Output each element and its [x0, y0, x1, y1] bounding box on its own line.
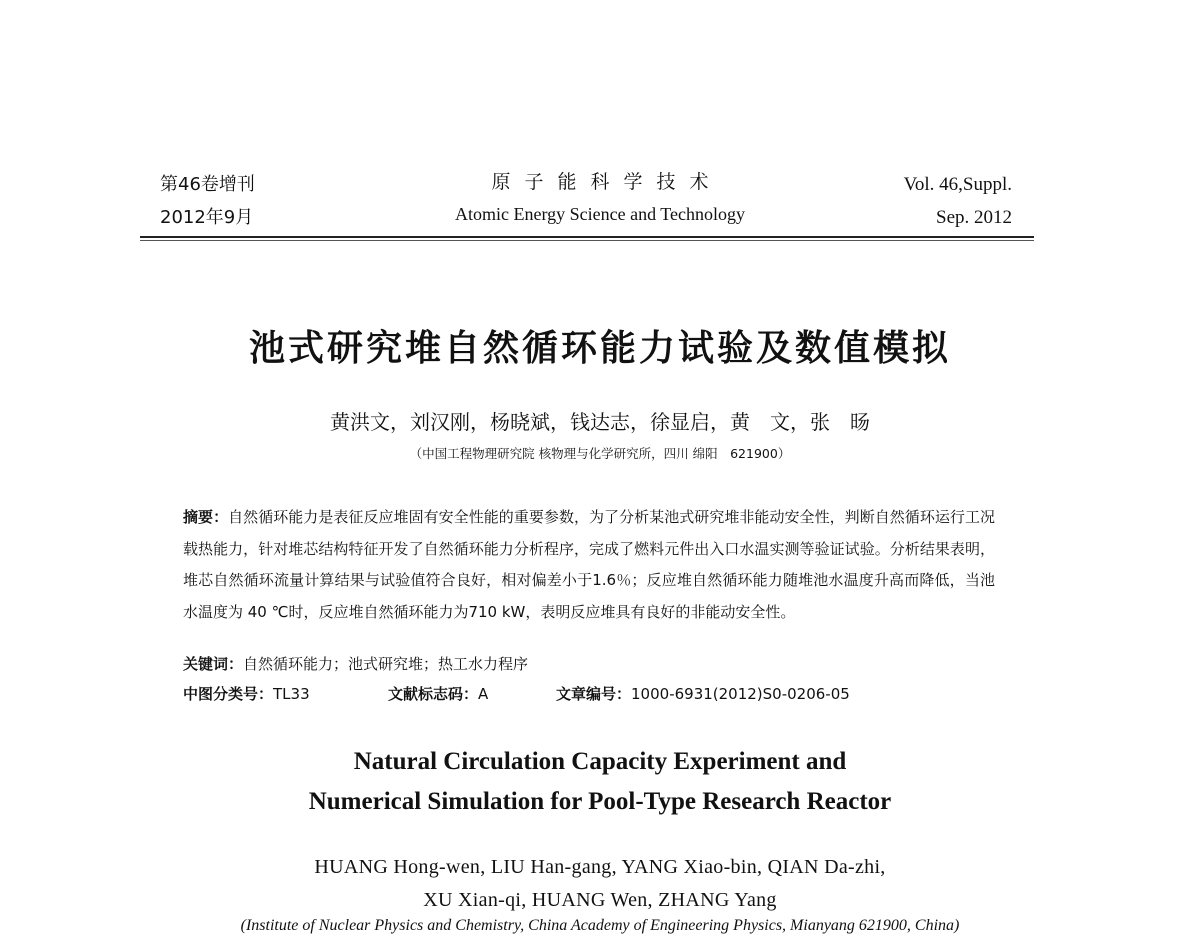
- journal-name-cn: 原子能科学技术: [491, 171, 723, 193]
- date-cn: 2012年9月: [160, 207, 254, 228]
- volume-en: Vol. 46,Suppl.: [903, 174, 1012, 195]
- affiliation-cn: （中国工程物理研究院 核物理与化学研究所，四川 绵阳 621900）: [409, 446, 791, 461]
- clc-label: 中图分类号：: [183, 685, 274, 703]
- volume-cn: 第46卷增刊: [160, 174, 255, 195]
- title-en-line1: Natural Circulation Capacity Experiment and: [353, 748, 847, 775]
- article-number-item: [556, 680, 850, 708]
- abstract-label: 摘要：: [183, 508, 229, 526]
- keywords-cn: [183, 650, 528, 678]
- authors-cn: 黄洪文，刘汉刚，杨晓斌，钱达志，徐显启，黄 文，张 旸: [330, 410, 870, 434]
- title-en-line2: Numerical Simulation for Pool-Type Research Reactor: [308, 788, 892, 815]
- paper-title-cn: 池式研究堆自然循环能力试验及数值模拟: [248, 328, 951, 369]
- abstract-text: 自然循环能力是表征反应堆固有安全性能的重要参数，为了分析某池式研究堆非能动安全性，判断自然循环运行工况载热能力，针对堆芯结构特征开发了自然循环能力分析程序，完成了燃料元件出入口水温实测等验证试验。分析结果表明，堆芯自然循环流量计算结果与试验值符合良好，相对偏差小于1.6％；反应堆自然循环能力随堆池水温度升高而降低，当池水温度为 40 ℃时，反应堆自然循环能力为710 kW，表明反应堆具有良好的非能动安全性。: [183, 508, 995, 621]
- journal-name-en: Atomic Energy Science and Technology: [455, 204, 745, 224]
- authors-en-line1: HUANG Hong-wen, LIU Han-gang, YANG Xiao-bin, QIAN Da-zhi,: [314, 856, 886, 878]
- doc-code-label: 文献标志码：: [388, 685, 479, 703]
- article-number-label: 文章编号：: [556, 685, 632, 703]
- doc-code-value: A: [478, 685, 489, 703]
- date-en: Sep. 2012: [936, 207, 1012, 228]
- article-number-value: 1000-6931(2012)S0-0206-05: [631, 685, 850, 703]
- journal-volume-en-block: [904, 168, 1012, 234]
- clc-value: TL33: [273, 685, 310, 703]
- affiliation-en: (Institute of Nuclear Physics and Chemistry, China Academy of Engineering Physics, Mianyang 621900, China): [240, 917, 960, 934]
- clc-item: [183, 680, 388, 708]
- authors-en-line2: XU Xian-qi, HUANG Wen, ZHANG Yang: [423, 889, 777, 911]
- keywords-label: 关键词：: [183, 655, 244, 673]
- header-rule-thin: [140, 240, 1034, 241]
- header-rule-thick: [140, 236, 1034, 238]
- authors-en: [0, 851, 1200, 917]
- journal-name-block: [0, 168, 1200, 232]
- keywords-text: 自然循环能力；池式研究堆；热工水力程序: [243, 655, 529, 673]
- doc-code-item: [388, 680, 556, 708]
- abstract-cn: [183, 502, 995, 628]
- paper-title-en: [0, 742, 1200, 822]
- classification-line: [183, 680, 995, 708]
